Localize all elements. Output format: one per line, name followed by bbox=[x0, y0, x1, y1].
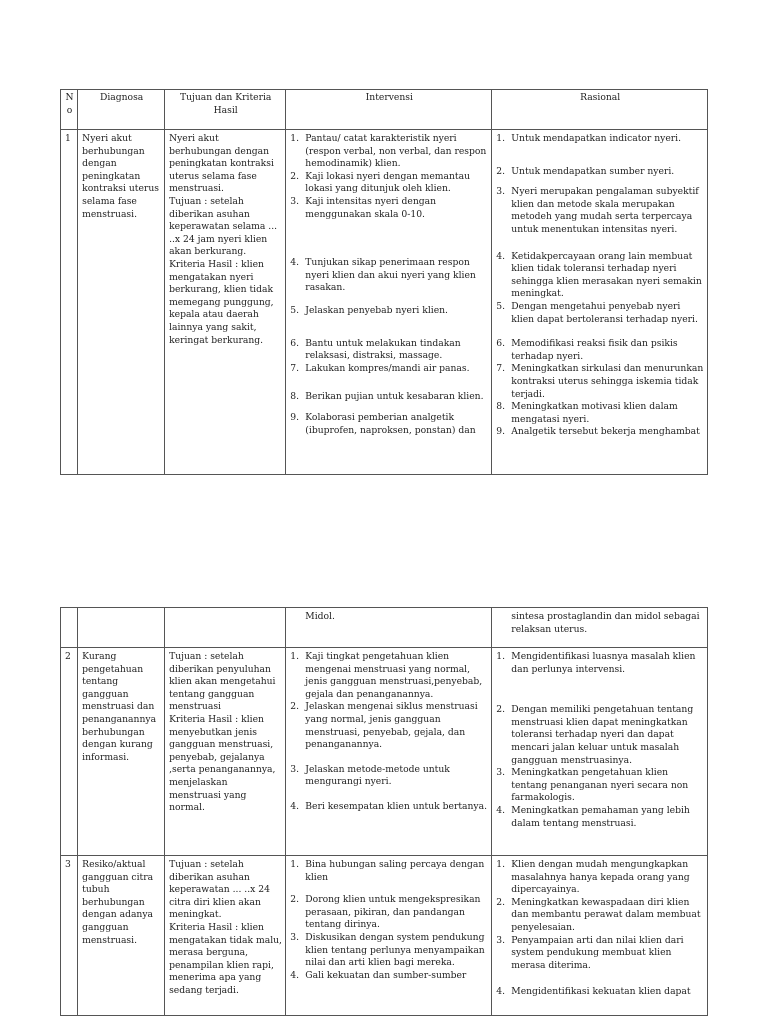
list-item: 2. Kaji lokasi nyeri dengan memantau lokasi yang ditunjuk oleh klien. bbox=[290, 170, 471, 195]
header-rasional: Rasional bbox=[492, 90, 708, 130]
list-item: 1. Mengidentifikasi luasnya masalah klien dan perlunya intervensi. bbox=[496, 651, 696, 675]
care-plan-table-2 bbox=[60, 607, 708, 1016]
intervensi-cell bbox=[286, 856, 492, 1016]
list-item: 5. Dengan mengetahui penyebab nyeri klien dapat bertoleransi terhadap nyeri. bbox=[496, 300, 698, 325]
list-item: 3. Diskusikan dengan system pendukung klien tentang perlunya menyampaikan nilai dan arti klien bagi mereka. bbox=[290, 931, 485, 969]
intervensi-list bbox=[290, 859, 488, 982]
list-item: 2. Dorong klien untuk mengekspresikan perasaan, pikiran, dan pandangan tentang dirinya. bbox=[290, 894, 481, 931]
header-row bbox=[61, 90, 708, 130]
list-item: 4. Tunjukan sikap penerimaan respon nyeri klien dan akui nyeri yang klien rasakan. bbox=[290, 257, 476, 294]
rasional-cell bbox=[492, 130, 708, 475]
list-item: 1. Klien dengan mudah mengungkapkan masalahnya hanya kepada orang yang dipercayainya. bbox=[496, 859, 690, 896]
table-row bbox=[61, 130, 708, 475]
list-item: 3. Penyampaian arti dan nilai klien dari system pendukung membuat klien merasa diterima. bbox=[496, 934, 684, 971]
list-item: 2. Jelaskan mengenai siklus menstruasi yang normal, jenis gangguan menstruasi, penyebab, gejala, dan penanganannya. bbox=[290, 701, 478, 751]
list-item: 1. Kaji tingkat pengetahuan klien mengenai menstruasi yang normal, jenis gangguan menstruasi,penyebab, gejala dan penanganannya. bbox=[290, 651, 483, 700]
list-item: 2. Untuk mendapatkan sumber nyeri. bbox=[496, 165, 675, 177]
intervensi-list bbox=[290, 651, 488, 814]
list-item: 3. Kaji intensitas nyeri dengan menggunakan skala 0-10. bbox=[290, 195, 437, 220]
header-tujuan: Tujuan dan Kriteria Hasil bbox=[165, 90, 286, 130]
header-diagnosa: Diagnosa bbox=[78, 90, 165, 130]
care-plan-table-1 bbox=[60, 89, 708, 475]
list-item: 6. Memodifikasi reaksi fisik dan psikis terhadap nyeri. bbox=[496, 338, 678, 362]
intervensi-cell bbox=[286, 648, 492, 856]
table-row bbox=[61, 856, 708, 1016]
intervensi-cell bbox=[286, 130, 492, 475]
row-number: 3 bbox=[61, 856, 78, 1016]
rasional-cell bbox=[492, 856, 708, 1016]
diagnosa-cell: Resiko/aktual gangguan citra tubuh berhubungan dengan adanya gangguan menstruasi. bbox=[78, 856, 165, 1016]
table-row bbox=[61, 648, 708, 856]
list-item: 3. Meningkatkan pengetahuan klien tentang penanganan nyeri secara non farmakologis. bbox=[496, 767, 689, 804]
list-item: 4. Ketidakpercayaan orang lain membuat klien tidak toleransi terhadap nyeri sehingga klien merasakan nyeri semakin meningkat. bbox=[496, 250, 702, 300]
list-item: 7. Meningkatkan sirkulasi dan menurunkan kontraksi uterus sehingga iskemia tidak terjadi. bbox=[496, 363, 704, 400]
list-item: 3. Jelaskan metode-metode untuk mengurangi nyeri. bbox=[290, 763, 450, 788]
list-item: 3. Nyeri merupakan pengalaman subyektif klien dan metode skala merupakan metodeh yang mudah serta terpercaya untuk menentukan intensitas nyeri. bbox=[496, 186, 699, 235]
intervensi-cell: Midol. bbox=[286, 608, 492, 648]
list-item: 8. Meningkatkan motivasi klien dalam mengatasi nyeri. bbox=[496, 401, 678, 425]
header-no: N o bbox=[61, 90, 78, 130]
list-item: 5. Jelaskan penyebab nyeri klien. bbox=[290, 304, 448, 316]
list-item: 6. Bantu untuk melakukan tindakan relaksasi, distraksi, massage. bbox=[290, 337, 461, 362]
continuation-row bbox=[61, 608, 708, 648]
tujuan-cell: Nyeri akut berhubungan dengan peningkatan kontraksi uterus selama fase menstruasi. Tujuan : setelah diberikan asuhan keperawatan selama ... ..x 24 jam nyeri klien akan berkurang. Kriteria Hasil : klien mengatakan nyeri berkurang, klien tidak memegang punggung, kepala atau daerah lainnya yang sakit, keringat berkurang. bbox=[165, 130, 286, 475]
intervensi-list bbox=[290, 133, 488, 437]
rasional-cell bbox=[492, 648, 708, 856]
list-item: 7. Lakukan kompres/mandi air panas. bbox=[290, 362, 470, 374]
list-item: 2. Dengan memiliki pengetahuan tentang menstruasi klien dapat meningkatkan toleransi terhadap nyeri dan dapat mencari jalan keluar untuk masalah gangguan menstruasinya. bbox=[496, 704, 694, 766]
rasional-list bbox=[496, 859, 704, 999]
list-item: 4. Gali kekuatan dan sumber-sumber bbox=[290, 969, 467, 981]
rasional-list bbox=[496, 651, 704, 830]
header-intervensi: Intervensi bbox=[286, 90, 492, 130]
rasional-list bbox=[496, 133, 704, 439]
list-item: 4. Meningkatkan pemahaman yang lebih dalam tentang menstruasi. bbox=[496, 804, 690, 829]
tujuan-cell: Tujuan : setelah diberikan penyuluhan klien akan mengetahui tentang gangguan menstruasi Kriteria Hasil : klien menyebutkan jenis gangguan menstruasi, penyebab, gejalanya ,serta penanganannya, menjelaskan menstruasi yang normal. bbox=[165, 648, 286, 856]
list-item: 1. Untuk mendapatkan indicator nyeri. bbox=[496, 133, 682, 144]
list-item: 4. Mengidentifikasi kekuatan klien dapat bbox=[496, 986, 691, 998]
diagnosa-cell: Nyeri akut berhubungan dengan peningkatan kontraksi uterus selama fase menstruasi. bbox=[78, 130, 165, 475]
list-item: 8. Berikan pujian untuk kesabaran klien. bbox=[290, 391, 484, 403]
list-item: 9. Kolaborasi pemberian analgetik (ibuprofen, naproksen, ponstan) dan bbox=[290, 411, 476, 436]
list-item: 1. Bina hubungan saling percaya dengan klien bbox=[290, 859, 485, 883]
list-item: 2. Meningkatkan kewaspadaan diri klien dan membantu perawat dalam membuat penyelesaian. bbox=[496, 896, 701, 933]
list-item: 9. Analgetik tersebut bekerja menghambat bbox=[496, 426, 700, 438]
diagnosa-cell: Kurang pengetahuan tentang gangguan menstruasi dan penanganannya berhubungan dengan kurang informasi. bbox=[78, 648, 165, 856]
tujuan-cell: Tujuan : setelah diberikan asuhan keperawatan ... ..x 24 citra diri klien akan meningkat. Kriteria Hasil : klien mengatakan tidak malu, merasa berguna, penampilan klien rapi, menerima apa yang sedang terjadi. bbox=[165, 856, 286, 1016]
list-item: 1. Pantau/ catat karakteristik nyeri (respon verbal, non verbal, dan respon hemodinamik) klien. bbox=[290, 133, 487, 170]
rasional-cell: sintesa prostaglandin dan midol sebagai relaksan uterus. bbox=[492, 608, 708, 648]
row-number: 2 bbox=[61, 648, 78, 856]
list-item: 4. Beri kesempatan klien untuk bertanya. bbox=[290, 800, 488, 812]
row-number: 1 bbox=[61, 130, 78, 475]
